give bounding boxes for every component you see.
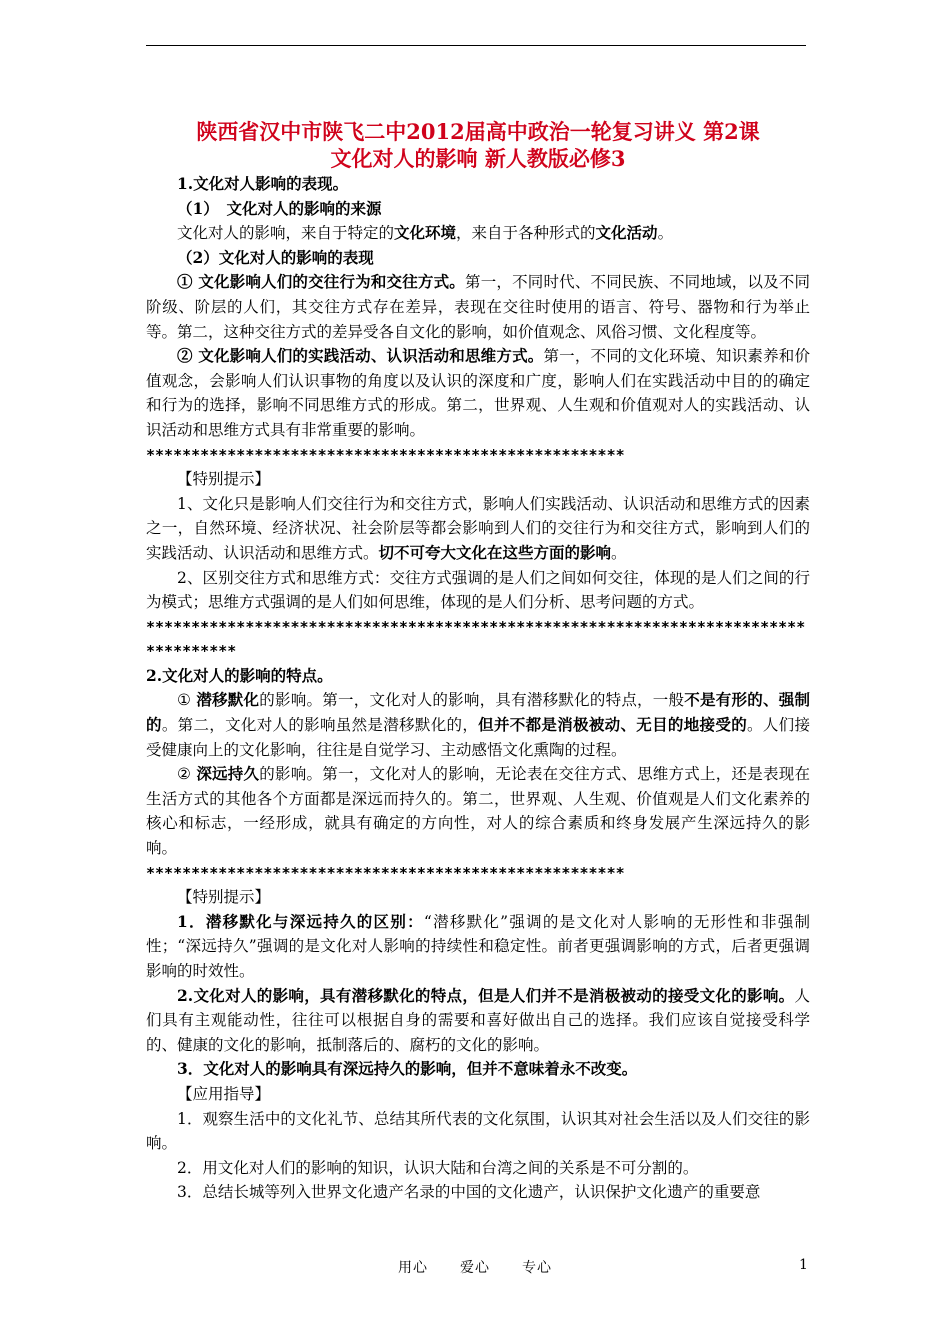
- footer-word-1: 用心: [398, 1260, 428, 1276]
- text-run: 文化对人的影响，来自于特定的: [177, 224, 395, 243]
- title-line-1: 陕西省汉中市陕飞二中2012届高中政治一轮复习讲义 第2课: [196, 119, 760, 144]
- bold-run: 1．潜移默化与深远持久的区别：: [177, 911, 424, 931]
- header-rule: [146, 45, 806, 46]
- text-run: ，来自于各种形式的: [456, 224, 596, 243]
- bold-run: ② 文化影响人们的实践活动、认识活动和思维方式。: [177, 346, 544, 366]
- guide-paragraph-3: 3．总结长城等列入世界文化遗产名录的中国的文化遗产，认识保护文化遗产的重要意: [177, 1183, 761, 1202]
- text-run: 。: [657, 224, 674, 243]
- footer-word-2: 爱心: [460, 1260, 490, 1276]
- section2-item2: [146, 762, 810, 860]
- tip2-heading: 【特别提示】: [177, 888, 271, 907]
- bold-run: 潜移默化: [196, 690, 260, 710]
- text-run: “潜移默化”强调的是文化对人影响的无形性和非强制性；“深远持久”强调的是文化对人影响的持续性和稳定性。前者更强调影响的方式，后者更强调影响的时效性。: [146, 912, 810, 980]
- section1-item1: [146, 270, 810, 344]
- guide-paragraph-2: 2．用文化对人们的影响的知识，认识大陆和台湾之间的关系是不可分割的。: [177, 1158, 699, 1177]
- bold-run: 切不可夸大文化在这些方面的影响: [378, 542, 612, 562]
- bold-run: 深远持久: [196, 764, 260, 784]
- text-run: ②: [177, 765, 197, 784]
- star-divider: *****************************************************: [146, 863, 625, 882]
- bold-run: 但并不都是消极被动、无目的地接受的: [478, 715, 748, 735]
- tip2-paragraph-3: 3．文化对人的影响具有深远持久的影响，但并不意味着永不改变。: [177, 1059, 638, 1079]
- guide-paragraph-1: 1．观察生活中的文化礼节、总结其所代表的文化氛围，认识其对社会生活以及人们交往的影响。: [146, 1109, 810, 1153]
- star-divider: *****************************************************: [146, 445, 625, 464]
- text-run: 第一，不同的文化环境、知识素养和价值观念，会影响人们认识事物的角度以及认识的深度和广度，影响人们在实践活动中目的的确定和行为的选择，影响不同思维方式的形成。第二，世界观、人生观和价值观对人的实践活动、认识活动和思维方式具有非常重要的影响。: [146, 347, 810, 439]
- text-run: 。人们接受健康向上的文化影响，往往是自觉学习、主动感悟文化熏陶的过程。: [146, 716, 810, 759]
- tip1-heading: 【特别提示】: [177, 470, 271, 489]
- bold-run: 不是有形的、强制的: [146, 690, 810, 735]
- text-run: 。: [611, 543, 627, 562]
- text-run: 。第二，文化对人的影响虽然是潜移默化的，: [161, 716, 479, 735]
- bold-run: ① 文化影响人们的交往行为和交往方式。: [177, 272, 465, 292]
- tip1-paragraph-1: [146, 492, 810, 566]
- text-run: 第一，不同时代、不同民族、不同地域，以及不同阶级、阶层的人们，其交往方式存在差异，表现在交往时使用的语言、符号、器物和行为举止等。第二，这种交往方式的差异受各自文化的影响，如价值观念、风俗习惯、文化程度等。: [146, 273, 810, 341]
- section1-sub2-heading: （2）文化对人的影响的表现: [177, 247, 374, 267]
- section1-sub1-text: [146, 221, 810, 246]
- text-run: 1、文化只是影响人们交往行为和交往方式，影响人们实践活动、认识活动和思维方式的因素之一，自然环境、经济状况、社会阶层等都会影响到人们的交往行为和交往方式，影响到人们的实践活动、认识活动和思维方式。: [146, 494, 810, 562]
- section1-heading: 1.文化对人影响的表现。: [177, 174, 349, 193]
- page-number: 1: [799, 1257, 808, 1273]
- section2-item1: [146, 688, 810, 762]
- bold-run: 文化活动: [595, 223, 658, 243]
- text-run: 人们具有主观能动性，往往可以根据自身的需要和喜好做出自己的选择。我们应该自觉接受科学的、健康的文化的影响，抵制落后的、腐朽的文化的影响。: [146, 986, 810, 1054]
- section1-sub1-heading: （1） 文化对人的影响的来源: [177, 198, 382, 218]
- bold-run: 文化环境: [394, 223, 457, 243]
- bold-run: 2.文化对人的影响，具有潜移默化的特点，但是人们并不是消极被动的接受文化的影响。: [177, 985, 795, 1005]
- tip2-paragraph-2: [146, 984, 810, 1058]
- section2-heading: 2.文化对人的影响的特点。: [146, 665, 333, 685]
- tip1-paragraph-2: 2、区别交往方式和思维方式：交往方式强调的是人们之间如何交往，体现的是人们之间的行为模式；思维方式强调的是人们如何思维，体现的是人们分析、思考问题的方式。: [146, 568, 810, 612]
- document-page: [146, 118, 810, 1205]
- footer-word-3: 专心: [522, 1260, 552, 1276]
- guide-heading: 【应用指导】: [177, 1084, 271, 1103]
- text-run: ①: [177, 691, 197, 710]
- star-divider-long: ***********************************************************************************: [146, 617, 806, 661]
- section1-item2: [146, 344, 810, 442]
- text-run: 的影响。第一，文化对人的影响，无论表在交往方式、思维方式上，还是表现在生活方式的其他各个方面都是深远而持久的。第二，世界观、人生观、价值观是人们文化素养的核心和标志，一经形成，就具有确定的方向性，对人的综合素质和终身发展产生深远持久的影响。: [146, 765, 810, 858]
- tip2-paragraph-1: [146, 910, 810, 984]
- title-line-2: 文化对人的影响 新人教版必修3: [330, 146, 626, 171]
- text-run: 的影响。第一，文化对人的影响，具有潜移默化的特点，一般: [259, 691, 685, 710]
